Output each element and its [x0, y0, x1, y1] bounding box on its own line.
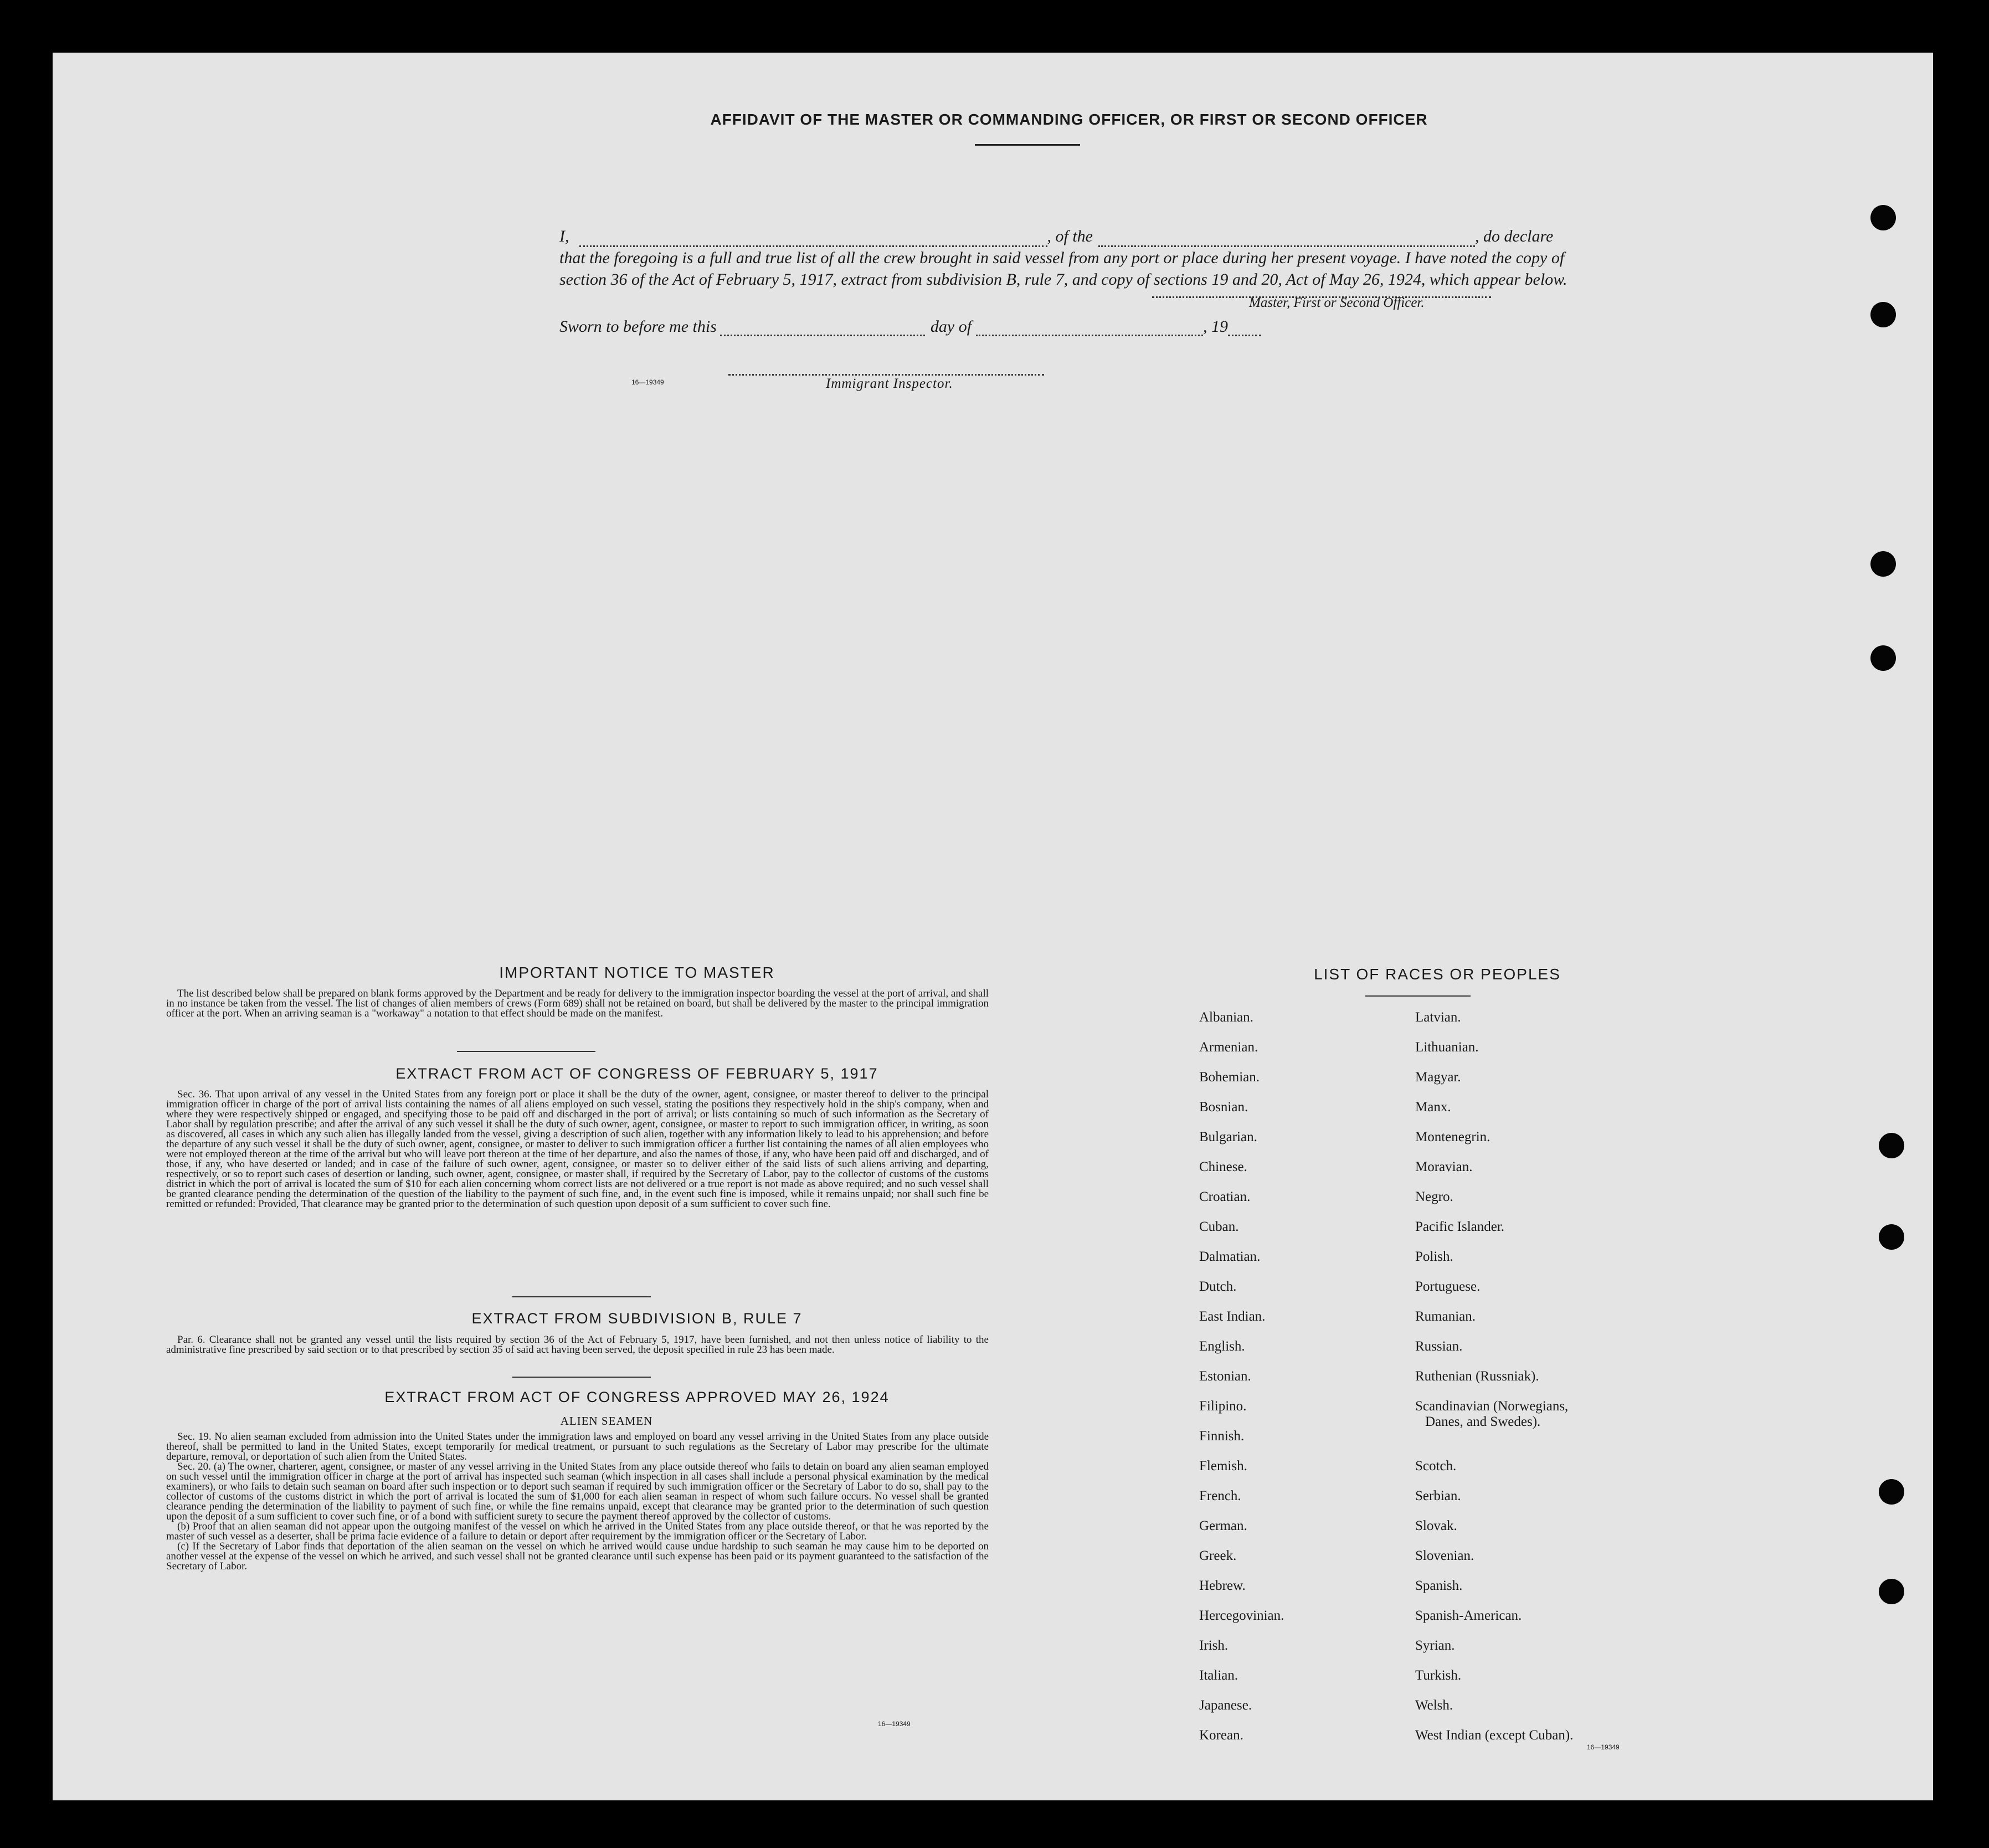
race-item: Slovak.	[1415, 1518, 1457, 1533]
race-item: Bohemian.	[1199, 1070, 1260, 1085]
vessel-field[interactable]	[1098, 240, 1475, 247]
race-item: Irish.	[1199, 1638, 1229, 1653]
year-label: , 19	[1203, 317, 1229, 336]
punch-hole	[1870, 205, 1896, 230]
race-item: Hebrew.	[1199, 1578, 1246, 1593]
race-item: Latvian.	[1415, 1010, 1461, 1025]
race-item: Spanish-American.	[1415, 1608, 1522, 1623]
race-item: Syrian.	[1415, 1638, 1455, 1653]
race-item: Serbian.	[1415, 1488, 1461, 1503]
divider	[1365, 995, 1471, 997]
extract-1917-text	[166, 1090, 989, 1209]
race-item: Flemish.	[1199, 1459, 1247, 1474]
race-item: Pacific Islander.	[1415, 1219, 1505, 1234]
race-item: West Indian (except Cuban).	[1415, 1728, 1574, 1743]
race-item: Estonian.	[1199, 1369, 1251, 1384]
race-item: Manx.	[1415, 1100, 1451, 1115]
race-item: Lithuanian.	[1415, 1040, 1479, 1055]
race-item: Scandinavian (Norwegians,	[1415, 1399, 1569, 1414]
divider	[512, 1377, 651, 1378]
form-number: 16—19349	[1587, 1743, 1620, 1751]
rule7-title: EXTRACT FROM SUBDIVISION B, RULE 7	[471, 1310, 803, 1327]
do-declare-label: , do declare	[1475, 227, 1554, 245]
race-item: Danes, and Swedes).	[1425, 1414, 1541, 1429]
notice-title: IMPORTANT NOTICE TO MASTER	[499, 964, 775, 981]
race-item: German.	[1199, 1518, 1247, 1533]
race-item: Armenian.	[1199, 1040, 1258, 1055]
signature-caption: Master, First or Second Officer.	[1249, 295, 1425, 310]
race-item: Polish.	[1415, 1249, 1453, 1264]
race-item: Hercegovinian.	[1199, 1608, 1284, 1623]
sworn-year-field[interactable]	[1228, 329, 1261, 336]
i-label: I,	[559, 227, 569, 245]
race-item: Croatian.	[1199, 1189, 1251, 1204]
name-field[interactable]	[579, 240, 1047, 247]
race-item: Dutch.	[1199, 1279, 1237, 1294]
race-item: Bosnian.	[1199, 1100, 1248, 1115]
notice-paragraph: The list described below shall be prepared on blank forms approved by the Department and be ready for delivery to the immigration inspector boarding the vessel at the port of arrival, and shall in no instance be taken from the vessel. The list of changes of alien members of crews (Form 689) shall not be retained on board, but shall be delivered by the master to the principal immigration officer at the port. When an arriving seaman is a "workaway" a notation to that effect should be made on the manifest.	[166, 988, 989, 1019]
race-item: Albanian.	[1199, 1010, 1253, 1025]
race-item: French.	[1199, 1488, 1241, 1503]
race-item: Finnish.	[1199, 1429, 1245, 1444]
race-item: Korean.	[1199, 1728, 1243, 1743]
races-title: LIST OF RACES OR PEOPLES	[1314, 966, 1561, 983]
extract-1924-text	[166, 1432, 989, 1572]
race-item: Slovenian.	[1415, 1548, 1474, 1563]
race-item: Greek.	[1199, 1548, 1237, 1563]
race-item: Welsh.	[1415, 1698, 1453, 1713]
sec20c-paragraph: (c) If the Secretary of Labor finds that deportation of the alien seaman on the vessel on which he arrived would cause undue hardship to such seaman he may cause him to be deported on another vessel at the expense of the vessel on which he arrived, and such vessel shall not be granted clearance until such expense has been paid or its payment guaranteed to the satisfaction of the Secretary of Labor.	[166, 1541, 989, 1572]
race-item: Moravian.	[1415, 1159, 1473, 1174]
punch-hole	[1879, 1579, 1904, 1604]
sec36-paragraph: Sec. 36. That upon arrival of any vessel in the United States from any foreign port or place it shall be the duty of the owner, agent, consignee, or master thereof to deliver to the principal immigration officer in charge of the port of arrival lists containing the names of all aliens employed on such vessel, stating the positions they respectively hold in the ship's company, when and where they were respectively shipped or engaged, and specifying those to be paid off and discharged in the port of arrival; or lists containing so much of such information as the Secretary of Labor shall by regulation prescribe; and after the arrival of any such vessel it shall be the duty of such owner, agent, consignee, or master to report to such immigration officer, in writing, as soon as discovered, all cases in which any such alien has illegally landed from the vessel, giving a description of such alien, together with any information likely to lead to his apprehension; and before the departure of any such vessel it shall be the duty of such owner, agent, consignee, or master to deliver to such immigration officer a further list containing the names of all alien employees who were not employed thereon at the time of the arrival but who will leave port thereon at the time of her departure, and also the names of those, if any, who have been paid off and discharged, and of those, if any, who have deserted or landed; and in case of the failure of such owner, agent, consignee, or master so to deliver either of the said lists of such aliens arriving and departing, respectively, or so to report such cases of desertion or landing, such owner, agent, consignee, or master shall, if required by the Secretary of Labor, pay to the collector of customs of the customs district in which the port of arrival is located the sum of $10 for each alien concerning whom correct lists are not delivered or a true report is not made as above required; and no such vessel shall be granted clearance pending the determination of the question of the liability to the payment of such fine, and, in the event such fine is imposed, while it remains unpaid; nor shall such fine be remitted or refunded: Provided, That clearance may be granted prior to the determination of such question upon deposit of a sum sufficient to cover such fine.	[166, 1089, 989, 1210]
form-number: 16—19349	[878, 1720, 911, 1728]
race-item: Ruthenian (Russniak).	[1415, 1369, 1539, 1384]
form-number: 16—19349	[631, 378, 664, 386]
race-item: English.	[1199, 1339, 1245, 1354]
race-item: Magyar.	[1415, 1070, 1461, 1085]
race-item: Montenegrin.	[1415, 1130, 1491, 1144]
rule7-text	[166, 1335, 989, 1355]
punch-hole	[1870, 551, 1896, 577]
alien-seamen-subtitle: ALIEN SEAMEN	[560, 1414, 653, 1428]
race-item: East Indian.	[1199, 1309, 1266, 1324]
divider	[512, 1296, 651, 1297]
sec20b-paragraph: (b) Proof that an alien seaman did not appear upon the outgoing manifest of the vessel on which he arrived in the United States from any place outside thereof, or that he was reported by the master of such vessel as a deserter, shall be prima facie evidence of a failure to detain or deport after requirement by the immigration officer or the Secretary of Labor.	[166, 1521, 989, 1542]
divider	[457, 1051, 595, 1052]
race-item: Bulgarian.	[1199, 1130, 1257, 1144]
inspector-signature-line[interactable]	[728, 368, 1044, 376]
race-item: Turkish.	[1415, 1668, 1462, 1683]
race-item: Dalmatian.	[1199, 1249, 1261, 1264]
day-of-label: day of	[930, 317, 972, 336]
declaration-text: that the foregoing is a full and true list of all the crew brought in said vessel from any port or place during her present voyage. I have noted the copy of section 36 of the Act of February 5, 1917, extract from subdivision B, rule 7, and copy of sections 19 and 20, Act of May 26, 1924, which appear below.	[559, 249, 1567, 289]
extract-1924-title: EXTRACT FROM ACT OF CONGRESS APPROVED MAY 26, 1924	[384, 1389, 890, 1405]
race-item: Japanese.	[1199, 1698, 1252, 1713]
of-the-label: , of the	[1047, 227, 1093, 245]
sec19-paragraph: Sec. 19. No alien seaman excluded from admission into the United States under the immigration laws and employed on board any vessel arriving in the United States from any place outside thereof, shall be permitted to land in the United States, except temporarily for medical treatment, or pursuant to such regulations as the Secretary of Labor may prescribe for the ultimate departure, removal, or deportation of such alien from the United States.	[166, 1431, 989, 1462]
divider	[975, 144, 1080, 146]
race-item: Italian.	[1199, 1668, 1238, 1683]
race-item: Negro.	[1415, 1189, 1453, 1204]
race-item: Spanish.	[1415, 1578, 1463, 1593]
punch-hole	[1879, 1224, 1904, 1250]
inspector-caption: Immigrant Inspector.	[826, 376, 953, 391]
affidavit-title: AFFIDAVIT OF THE MASTER OR COMMANDING OFFICER, OR FIRST OR SECOND OFFICER	[710, 111, 1428, 128]
sec20a-paragraph: Sec. 20. (a) The owner, charterer, agent, consignee, or master of any vessel arriving in the United States from any place outside thereof who fails to detain on board any alien seaman employed on such vessel until the immigration officer in charge at the port of arrival has inspected such seaman (which inspection in all cases shall include a personal physical examination by the medical examiners), or who fails to detain such seaman on board after such inspection or to deport such seaman if required by such immigration officer or the Secretary of Labor to do so, shall pay to the collector of customs of the customs district in which the port of arrival is located the sum of $1,000 for each alien seaman in respect of whom such failure occurs. No vessel shall be granted clearance pending the determination of the liability to payment of such fine, or while the fine remains unpaid, except that clearance may be granted prior to the determination of such question upon the deposit of a sum sufficient to cover such fine, or of a bond with sufficient surety to secure the payment thereof approved by the collector of customs.	[166, 1461, 989, 1522]
race-item: Rumanian.	[1415, 1309, 1476, 1324]
sworn-label: Sworn to before me this	[559, 317, 717, 336]
extract-1917-title: EXTRACT FROM ACT OF CONGRESS OF FEBRUARY 5, 1917	[395, 1065, 878, 1082]
par6-paragraph: Par. 6. Clearance shall not be granted any vessel until the lists required by section 36 of the Act of February 5, 1917, have been furnished, and not then unless notice of liability to the administrative fine prescribed by said section or to that prescribed by section 35 of said act having been served, the deposit specified in rule 23 has been made.	[166, 1334, 989, 1356]
sworn-day-field[interactable]	[720, 329, 925, 336]
sworn-line	[559, 317, 1261, 336]
sworn-month-field[interactable]	[976, 329, 1203, 336]
race-item: Filipino.	[1199, 1399, 1247, 1414]
race-item: Scotch.	[1415, 1459, 1457, 1474]
race-item: Portuguese.	[1415, 1279, 1481, 1294]
form-page	[53, 53, 1933, 1800]
punch-hole	[1879, 1479, 1904, 1505]
punch-hole	[1870, 302, 1896, 327]
notice-text	[166, 989, 989, 1019]
race-item: Russian.	[1415, 1339, 1463, 1354]
declaration-block	[559, 225, 1567, 290]
race-item: Cuban.	[1199, 1219, 1239, 1234]
race-item: Chinese.	[1199, 1159, 1247, 1174]
punch-hole	[1870, 645, 1896, 671]
punch-hole	[1879, 1133, 1904, 1158]
